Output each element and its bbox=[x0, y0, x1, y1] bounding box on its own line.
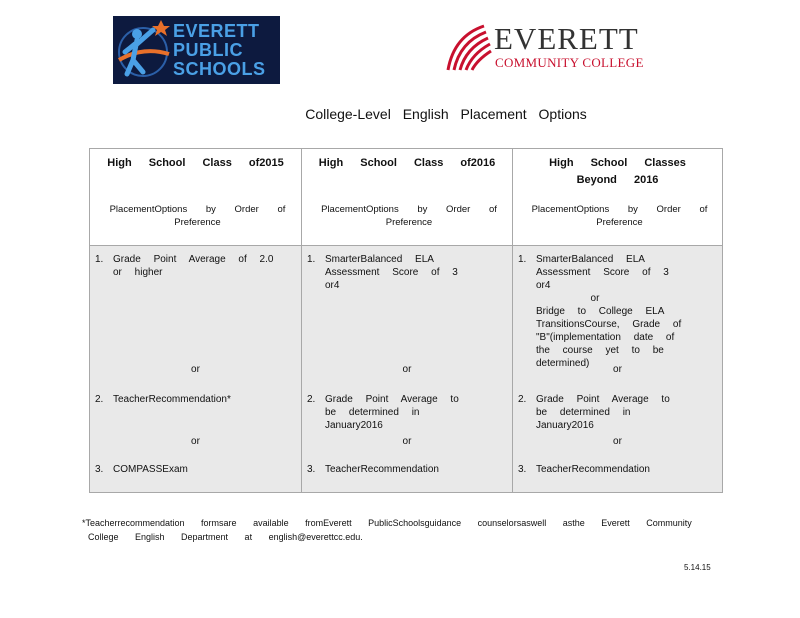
or-separator: or bbox=[191, 364, 200, 375]
or-separator: or bbox=[402, 364, 412, 375]
column-classes-beyond-2016 bbox=[512, 149, 722, 492]
everett-public-schools-logo bbox=[113, 16, 280, 84]
footnote bbox=[82, 516, 702, 544]
column-title: High School Class of2015 bbox=[107, 157, 284, 169]
ecc-logo-subtitle: COMMUNITY COLLEGE bbox=[495, 55, 644, 70]
column-title: High School Class of2016 bbox=[318, 157, 496, 169]
column-body: 1. SmarterBalanced ELA Assessment Score of 3 or4 or 2. Grade Point Average to be determined in January2016 or 3. TeacherRecommendation bbox=[302, 246, 512, 492]
or-separator: or bbox=[191, 436, 200, 447]
column-subtitle: PlacementOptions by Order of Preference bbox=[109, 204, 286, 228]
eps-logo-line1: EVERETT bbox=[173, 21, 260, 41]
everett-community-college-logo bbox=[444, 22, 644, 72]
column-body: 1. SmarterBalanced ELA Assessment Score of 3 or4 or Bridge to College ELA TransitionsCourse, Grade of "B"(implementation date of the course yet to be determined) or 2. Grade Point Average to be determined in January2016 or 3. TeacherRecommendation bbox=[513, 246, 722, 492]
column-subtitle: PlacementOptions by Order of Preference bbox=[531, 204, 708, 228]
placement-options-table bbox=[89, 148, 723, 493]
ecc-arcs-icon bbox=[444, 22, 492, 72]
or-separator: or bbox=[402, 436, 412, 447]
footnote-line2: College English Department at english@everettcc.edu. bbox=[88, 532, 363, 542]
column-body: 1. Grade Point Average of 2.0 or higher or 2. TeacherRecommendation* or 3. COMPASSExam bbox=[90, 246, 301, 492]
ecc-logo-name: EVERETT bbox=[494, 21, 639, 56]
eps-logo-line3: SCHOOLS bbox=[173, 59, 266, 79]
column-title: High School Classes Beyond 2016 bbox=[549, 157, 686, 186]
page-title: College-Level English Placement Options bbox=[305, 106, 587, 122]
column-class-2015 bbox=[90, 149, 301, 492]
column-class-2016 bbox=[301, 149, 512, 492]
eps-logo-line2: PUBLIC bbox=[173, 40, 243, 60]
column-subtitle: PlacementOptions by Order of Preference bbox=[321, 204, 497, 228]
column-header bbox=[90, 149, 301, 246]
footnote-line1: *Teacherrecommendation formsare available fromEverett PublicSchoolsguidance counselorsaswell asthe Everett Community bbox=[82, 518, 692, 528]
column-header bbox=[513, 149, 722, 246]
column-header bbox=[302, 149, 512, 246]
document-date: 5.14.15 bbox=[684, 563, 711, 572]
or-separator: or bbox=[613, 436, 622, 447]
or-separator: or bbox=[613, 364, 622, 375]
